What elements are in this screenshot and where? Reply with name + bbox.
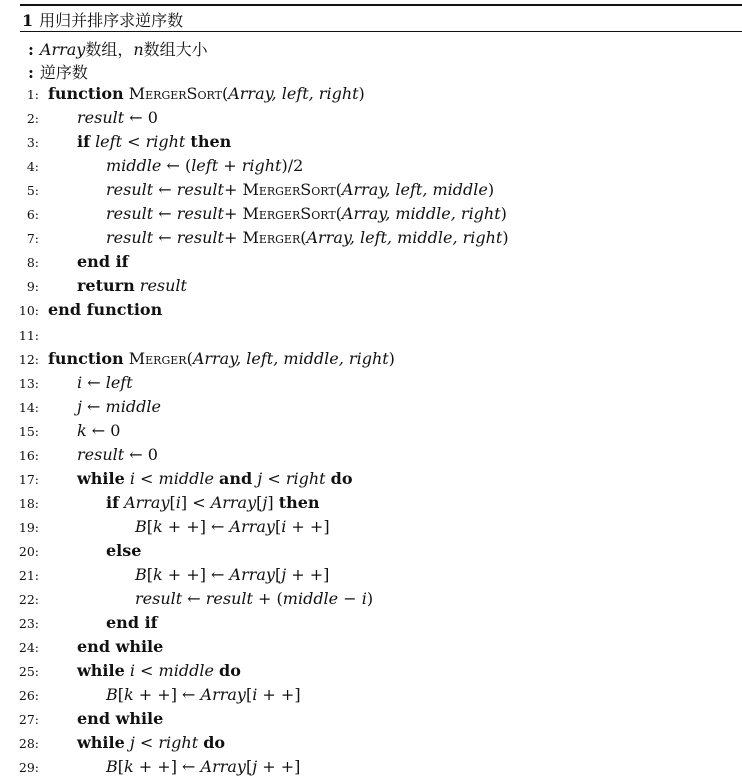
variable: k <box>124 685 134 705</box>
line-number: 6: <box>26 207 39 223</box>
code-text: ) <box>366 589 374 609</box>
code-text: − <box>338 589 362 609</box>
variable: Array, left, middle, right <box>192 348 389 368</box>
variable: Array <box>200 685 246 705</box>
code-text: ( <box>335 204 342 224</box>
caption-rule <box>20 31 742 32</box>
line-code <box>77 733 225 752</box>
keyword: end if <box>77 252 129 272</box>
keyword: while <box>77 661 125 681</box>
code-text: ← <box>153 180 177 200</box>
line-number: 28: <box>18 736 39 752</box>
line-number: 27: <box>18 712 39 728</box>
code-text: + <box>218 156 242 176</box>
line-number: 22: <box>18 592 39 608</box>
variable: middle <box>282 589 339 609</box>
variable: result <box>205 589 253 609</box>
line-code <box>106 156 303 175</box>
variable: result <box>106 180 154 200</box>
line-number: 18: <box>18 495 39 511</box>
algorithm-line <box>0 469 742 491</box>
require-text-4: 数组大小 <box>143 40 208 59</box>
variable: Array, left, middle <box>341 180 488 200</box>
ensure-text: 逆序数 <box>39 63 88 82</box>
line-number: 19: <box>18 519 39 535</box>
algorithm-line <box>0 300 742 322</box>
code-text: ) <box>358 84 365 103</box>
code-text: ) <box>388 348 395 368</box>
code-text: ( <box>186 348 193 368</box>
variable: middle <box>158 661 214 681</box>
algorithm-line <box>0 757 742 779</box>
variable: k <box>77 420 87 440</box>
keyword: function <box>48 84 124 103</box>
line-number: 11: <box>18 327 39 343</box>
procedure-name: Merger <box>242 228 301 248</box>
require-text-3: n <box>133 40 144 59</box>
line-code <box>77 108 158 127</box>
variable: j <box>262 492 268 512</box>
algorithm-line <box>0 132 742 154</box>
algorithm-line <box>0 252 742 274</box>
code-text: )/2 <box>281 156 304 176</box>
algorithm-line <box>0 373 742 395</box>
line-code <box>106 180 494 199</box>
code-text: ← 0 <box>86 420 121 440</box>
line-number: 26: <box>18 688 39 704</box>
algorithm-line <box>0 276 742 298</box>
code-text: [ <box>146 565 154 584</box>
code-text: + +] <box>286 516 330 536</box>
line-code <box>77 469 353 488</box>
algorithm-caption <box>22 8 183 31</box>
variable: Array <box>229 565 275 584</box>
line-code <box>77 445 158 464</box>
code-text: < <box>134 733 159 753</box>
variable: B <box>135 565 147 584</box>
variable: Array <box>200 757 246 777</box>
keyword: return <box>77 276 135 296</box>
line-number: 4: <box>26 159 39 175</box>
code-text: ← 0 <box>124 108 158 128</box>
variable: result <box>176 204 224 224</box>
line-code <box>106 685 301 704</box>
variable: k <box>153 516 163 536</box>
line-number: 7: <box>26 231 39 247</box>
variable: Array, middle, right <box>341 204 501 224</box>
code-text: + +] ← <box>162 565 230 584</box>
algorithm-line <box>0 565 742 587</box>
code-text: [ <box>256 492 263 512</box>
code-text: ) <box>502 228 509 248</box>
line-number: 24: <box>18 640 39 656</box>
keyword: do <box>219 661 241 681</box>
code-text: ← <box>153 204 177 224</box>
code-text: ← <box>82 372 106 392</box>
code-text: ( <box>335 180 342 200</box>
keyword: while <box>77 468 125 488</box>
code-text: [ <box>245 757 253 777</box>
variable: Array <box>124 492 170 512</box>
variable: result <box>176 228 224 248</box>
code-text: [ <box>169 492 176 512</box>
variable: j <box>257 468 263 488</box>
keyword: while <box>77 733 125 753</box>
algorithm-line <box>0 685 742 707</box>
line-code <box>77 132 231 151</box>
algorithm-line <box>0 661 742 683</box>
variable: left <box>191 156 219 176</box>
variable: i <box>281 516 287 536</box>
variable: Array <box>229 516 275 536</box>
algorithm-line <box>0 517 742 539</box>
variable: left <box>95 132 122 152</box>
variable: middle <box>105 396 161 416</box>
variable: i <box>129 468 135 488</box>
algorithm-line <box>0 397 742 419</box>
variable: right <box>158 733 199 753</box>
procedure-name: MergerSort <box>242 180 336 200</box>
top-rule <box>20 4 742 6</box>
keyword: end if <box>106 613 158 633</box>
keyword: function <box>48 348 124 368</box>
line-code <box>77 397 161 416</box>
algorithm-line <box>0 180 742 202</box>
variable: i <box>252 685 258 705</box>
variable: right <box>285 468 326 488</box>
variable: result <box>77 108 125 128</box>
algorithm-line <box>0 637 742 659</box>
keyword: do <box>330 468 353 488</box>
variable: right <box>145 132 186 152</box>
line-number: 21: <box>18 568 39 583</box>
algorithm-line <box>0 733 742 755</box>
code-text: + <box>223 228 243 248</box>
code-text: < <box>134 661 159 681</box>
line-number: 9: <box>26 279 39 295</box>
algorithm-line <box>0 493 742 515</box>
code-text: < <box>262 468 286 488</box>
keyword: if <box>106 492 119 512</box>
line-code <box>77 421 120 440</box>
code-text: ) <box>500 204 507 224</box>
keyword: then <box>278 492 320 512</box>
code-text: [ <box>274 516 282 536</box>
variable: left <box>105 372 133 392</box>
line-code <box>106 613 158 632</box>
code-text: + <box>223 180 243 200</box>
variable: k <box>124 757 134 777</box>
code-text: ← <box>182 589 206 609</box>
variable: i <box>77 372 83 392</box>
line-code <box>106 541 141 560</box>
code-text: ← 0 <box>124 444 158 464</box>
code-text: [ <box>146 516 154 536</box>
code-text: ← ( <box>161 156 192 176</box>
variable: Array, left, right <box>228 84 359 103</box>
line-number: 1: <box>26 87 39 102</box>
variable: right <box>241 156 282 176</box>
require-text-2: 数组， <box>85 40 134 59</box>
algorithm-line <box>0 709 742 731</box>
variable: B <box>106 685 118 705</box>
algorithm-line <box>0 84 742 106</box>
code-text: ← <box>81 396 106 416</box>
code-text: ] < <box>180 492 211 512</box>
variable: j <box>252 757 258 777</box>
algorithm-number: 1 <box>22 11 34 30</box>
line-code <box>77 709 163 728</box>
keyword: and <box>219 468 253 488</box>
line-code <box>106 204 507 223</box>
variable: Array <box>210 492 257 512</box>
variable: result <box>77 444 125 464</box>
line-code <box>135 565 329 584</box>
ensure-colon: : <box>28 63 34 82</box>
algorithm-line <box>0 108 742 130</box>
line-code <box>77 373 133 392</box>
algorithm-line <box>0 613 742 635</box>
procedure-name: MergerSort <box>242 204 336 224</box>
algorithm-line <box>0 204 742 226</box>
line-number: 20: <box>18 543 39 559</box>
keyword: end while <box>77 637 164 657</box>
algorithm-title: 用归并排序求逆序数 <box>39 11 184 30</box>
line-code <box>77 252 129 271</box>
line-code <box>48 84 365 103</box>
keyword: then <box>190 132 232 152</box>
code-text: ) <box>487 180 495 200</box>
code-text: + +] ← <box>133 757 201 777</box>
variable: Array, left, middle, right <box>306 228 503 248</box>
code-text: + +] ← <box>133 685 201 705</box>
code-text: ( <box>221 84 229 103</box>
require-text-1: Array <box>39 40 86 59</box>
variable: j <box>77 396 82 416</box>
keyword: if <box>77 132 90 152</box>
code-text: + +] ← <box>162 516 230 536</box>
variable: result <box>135 589 183 609</box>
line-number: 10: <box>18 303 39 319</box>
variable: B <box>106 757 118 777</box>
code-text: + +] <box>257 685 301 705</box>
line-number: 14: <box>18 399 39 415</box>
line-number: 17: <box>18 471 39 487</box>
variable: result <box>106 204 154 224</box>
line-number: 12: <box>18 351 39 367</box>
line-code <box>77 276 187 295</box>
variable: middle <box>158 468 214 488</box>
line-number: 3: <box>26 135 39 151</box>
variable: B <box>135 516 147 536</box>
require-line <box>28 37 208 60</box>
code-text: + ( <box>252 589 283 609</box>
algorithm-line <box>0 156 742 178</box>
procedure-name: MergerSort <box>128 84 222 103</box>
variable: k <box>153 565 163 584</box>
line-number: 13: <box>18 375 39 391</box>
code-text: ( <box>300 228 307 248</box>
line-number: 29: <box>18 760 39 776</box>
code-text: [ <box>245 685 253 705</box>
variable: middle <box>106 156 162 176</box>
line-number: 15: <box>18 423 39 439</box>
code-text: < <box>122 132 146 152</box>
algorithm-line <box>0 421 742 443</box>
algorithm-line <box>0 349 742 371</box>
code-text: ← <box>153 228 177 248</box>
line-code <box>106 757 300 776</box>
line-code <box>77 637 163 656</box>
line-code <box>48 349 395 368</box>
algorithm-line <box>0 445 742 467</box>
code-text: [ <box>117 757 125 777</box>
code-text: + +] <box>286 565 330 584</box>
variable: result <box>106 228 154 248</box>
line-code <box>106 493 320 512</box>
keyword: else <box>106 540 142 560</box>
variable: i <box>175 492 181 512</box>
keyword: end while <box>77 709 164 729</box>
line-code <box>135 589 373 608</box>
code-text: [ <box>117 685 125 705</box>
variable: result <box>139 276 187 296</box>
line-number: 16: <box>18 447 39 463</box>
keyword: do <box>203 733 226 753</box>
line-number: 2: <box>26 111 39 127</box>
keyword: end function <box>48 300 163 320</box>
variable: j <box>129 733 135 753</box>
line-code <box>106 228 509 247</box>
line-code <box>48 300 162 319</box>
line-number: 5: <box>26 183 39 199</box>
variable: j <box>281 565 287 584</box>
algorithm-line <box>0 589 742 611</box>
line-code <box>77 661 241 680</box>
line-number: 23: <box>18 616 39 632</box>
variable: i <box>129 661 135 681</box>
code-text: < <box>134 468 159 488</box>
algorithm-line <box>0 325 742 347</box>
variable: result <box>176 180 224 200</box>
ensure-line <box>28 60 88 83</box>
line-number: 8: <box>26 255 39 271</box>
algorithm-line <box>0 541 742 563</box>
procedure-name: Merger <box>128 348 187 368</box>
code-text: [ <box>274 565 282 584</box>
line-code <box>135 517 330 536</box>
line-number: 25: <box>18 664 39 680</box>
variable: i <box>361 589 367 609</box>
code-text: + +] <box>257 757 301 777</box>
code-text: + <box>223 204 243 224</box>
code-text: ] <box>267 492 279 512</box>
require-colon: : <box>28 40 34 59</box>
algorithm-line <box>0 228 742 250</box>
